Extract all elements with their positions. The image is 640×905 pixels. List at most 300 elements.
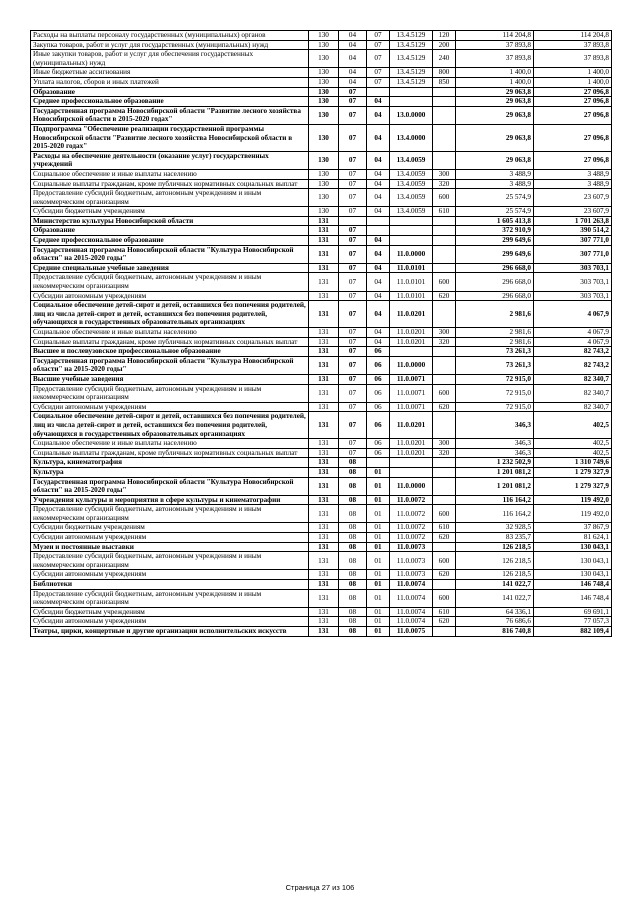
table-row xyxy=(31,50,612,68)
cell-name: Среднее профессиональное образование xyxy=(31,236,309,246)
cell-section-code: 04 xyxy=(339,31,367,41)
cell-ministry-code: 131 xyxy=(309,301,339,328)
cell-amount-year-1: 72 915,0 xyxy=(456,384,534,402)
table-row xyxy=(31,384,612,402)
cell-name: Театры, цирки, концертные и другие организации исполнительских искусств xyxy=(31,627,309,637)
cell-name: Закупка товаров, работ и услуг для государственных (муниципальных) нужд xyxy=(31,40,309,50)
cell-ministry-code: 130 xyxy=(309,87,339,97)
table-row xyxy=(31,328,612,338)
cell-expense-type: 610 xyxy=(433,207,456,217)
cell-ministry-code: 131 xyxy=(309,607,339,617)
cell-name: Предоставление субсидий бюджетным, автономным учреждениям и иным некоммерческим организациям xyxy=(31,189,309,207)
cell-section-code: 07 xyxy=(339,328,367,338)
cell-section-code: 08 xyxy=(339,607,367,617)
cell-amount-year-1: 29 063,8 xyxy=(456,97,534,107)
cell-section-code: 08 xyxy=(339,533,367,543)
cell-amount-year-2: 1 400,0 xyxy=(534,68,612,78)
cell-target-article: 11.0.0000 xyxy=(390,477,433,495)
cell-section-code: 07 xyxy=(339,439,367,449)
cell-amount-year-2: 1 701 263,8 xyxy=(534,216,612,226)
cell-name: Предоставление субсидий бюджетным, автономным учреждениям и иным некоммерческим организациям xyxy=(31,273,309,291)
cell-name: Учреждения культуры и мероприятия в сфере культуры и кинематографии xyxy=(31,495,309,505)
cell-amount-year-2: 77 057,3 xyxy=(534,617,612,627)
cell-section-code: 08 xyxy=(339,617,367,627)
cell-name: Уплата налогов, сборов и иных платежей xyxy=(31,77,309,87)
cell-amount-year-1: 73 261,3 xyxy=(456,356,534,374)
cell-expense-type xyxy=(433,542,456,552)
table-row xyxy=(31,236,612,246)
cell-target-article: 13.4.0059 xyxy=(390,169,433,179)
cell-name: Образование xyxy=(31,87,309,97)
cell-subsection-code: 01 xyxy=(367,580,390,590)
cell-subsection-code: 04 xyxy=(367,179,390,189)
cell-amount-year-2: 4 067,9 xyxy=(534,328,612,338)
cell-section-code: 08 xyxy=(339,589,367,607)
cell-subsection-code: 04 xyxy=(367,263,390,273)
cell-amount-year-2: 119 492,0 xyxy=(534,505,612,523)
cell-name: Министерство культуры Новосибирской области xyxy=(31,216,309,226)
cell-expense-type xyxy=(433,627,456,637)
cell-section-code: 07 xyxy=(339,236,367,246)
cell-expense-type: 320 xyxy=(433,337,456,347)
cell-subsection-code: 06 xyxy=(367,384,390,402)
cell-subsection-code: 04 xyxy=(367,189,390,207)
cell-expense-type: 300 xyxy=(433,439,456,449)
cell-expense-type: 620 xyxy=(433,402,456,412)
cell-section-code: 07 xyxy=(339,301,367,328)
cell-subsection-code: 01 xyxy=(367,607,390,617)
cell-ministry-code: 131 xyxy=(309,542,339,552)
cell-amount-year-2: 130 043,1 xyxy=(534,552,612,570)
table-row xyxy=(31,589,612,607)
cell-ministry-code: 131 xyxy=(309,458,339,468)
cell-expense-type xyxy=(433,106,456,124)
cell-amount-year-2: 37 893,8 xyxy=(534,40,612,50)
cell-target-article: 11.0.0071 xyxy=(390,402,433,412)
table-row xyxy=(31,448,612,458)
cell-target-article: 11.0.0072 xyxy=(390,533,433,543)
cell-expense-type xyxy=(433,477,456,495)
cell-expense-type xyxy=(433,495,456,505)
cell-amount-year-1: 1 605 413,8 xyxy=(456,216,534,226)
table-row xyxy=(31,374,612,384)
table-row xyxy=(31,263,612,273)
cell-amount-year-1: 299 649,6 xyxy=(456,236,534,246)
cell-amount-year-2: 402,5 xyxy=(534,448,612,458)
cell-amount-year-2: 82 743,2 xyxy=(534,347,612,357)
cell-amount-year-2: 1 310 749,6 xyxy=(534,458,612,468)
cell-target-article: 11.0.0201 xyxy=(390,328,433,338)
cell-section-code: 08 xyxy=(339,523,367,533)
table-row xyxy=(31,627,612,637)
cell-subsection-code: 01 xyxy=(367,523,390,533)
cell-expense-type xyxy=(433,263,456,273)
cell-subsection-code: 01 xyxy=(367,477,390,495)
cell-target-article: 13.4.0059 xyxy=(390,189,433,207)
cell-ministry-code: 131 xyxy=(309,477,339,495)
cell-ministry-code: 131 xyxy=(309,439,339,449)
table-row xyxy=(31,477,612,495)
cell-amount-year-2: 146 748,4 xyxy=(534,580,612,590)
cell-amount-year-2: 82 340,7 xyxy=(534,384,612,402)
cell-amount-year-2: 27 096,8 xyxy=(534,106,612,124)
table-row xyxy=(31,467,612,477)
cell-amount-year-2: 130 043,1 xyxy=(534,570,612,580)
cell-target-article xyxy=(390,226,433,236)
cell-amount-year-1: 72 915,0 xyxy=(456,402,534,412)
cell-subsection-code: 01 xyxy=(367,617,390,627)
table-row xyxy=(31,207,612,217)
cell-amount-year-1: 1 400,0 xyxy=(456,77,534,87)
cell-target-article: 13.4.5129 xyxy=(390,40,433,50)
cell-ministry-code: 130 xyxy=(309,106,339,124)
cell-ministry-code: 130 xyxy=(309,77,339,87)
cell-subsection-code: 04 xyxy=(367,169,390,179)
table-row xyxy=(31,402,612,412)
cell-section-code: 07 xyxy=(339,189,367,207)
cell-ministry-code: 131 xyxy=(309,236,339,246)
cell-target-article: 11.0.0073 xyxy=(390,552,433,570)
cell-name: Субсидии бюджетным учреждениям xyxy=(31,207,309,217)
cell-expense-type xyxy=(433,216,456,226)
table-row xyxy=(31,347,612,357)
cell-section-code: 08 xyxy=(339,467,367,477)
cell-amount-year-2: 4 067,9 xyxy=(534,337,612,347)
cell-name: Социальные выплаты гражданам, кроме публичных нормативных социальных выплат xyxy=(31,179,309,189)
cell-name: Культура, кинематография xyxy=(31,458,309,468)
cell-section-code: 07 xyxy=(339,106,367,124)
cell-section-code: 08 xyxy=(339,495,367,505)
cell-target-article: 11.0.0071 xyxy=(390,374,433,384)
cell-ministry-code: 131 xyxy=(309,495,339,505)
cell-subsection-code: 01 xyxy=(367,589,390,607)
cell-ministry-code: 131 xyxy=(309,226,339,236)
cell-ministry-code: 131 xyxy=(309,347,339,357)
cell-subsection-code: 04 xyxy=(367,291,390,301)
table-row xyxy=(31,245,612,263)
cell-amount-year-1: 29 063,8 xyxy=(456,106,534,124)
cell-name: Субсидии автономным учреждениям xyxy=(31,402,309,412)
cell-expense-type: 800 xyxy=(433,68,456,78)
cell-expense-type xyxy=(433,87,456,97)
cell-ministry-code: 131 xyxy=(309,245,339,263)
cell-target-article: 11.0.0000 xyxy=(390,245,433,263)
cell-amount-year-1: 114 204,8 xyxy=(456,31,534,41)
table-row xyxy=(31,356,612,374)
cell-target-article: 11.0.0000 xyxy=(390,356,433,374)
cell-amount-year-1: 1 201 081,2 xyxy=(456,477,534,495)
cell-ministry-code: 131 xyxy=(309,589,339,607)
cell-section-code: 07 xyxy=(339,273,367,291)
cell-expense-type: 300 xyxy=(433,169,456,179)
cell-amount-year-2: 390 514,2 xyxy=(534,226,612,236)
cell-amount-year-2: 81 624,1 xyxy=(534,533,612,543)
cell-target-article xyxy=(390,467,433,477)
cell-subsection-code: 04 xyxy=(367,301,390,328)
cell-section-code: 07 xyxy=(339,179,367,189)
cell-expense-type: 620 xyxy=(433,533,456,543)
cell-amount-year-1: 296 668,0 xyxy=(456,291,534,301)
cell-target-article: 11.0.0073 xyxy=(390,542,433,552)
cell-section-code: 08 xyxy=(339,542,367,552)
table-row xyxy=(31,495,612,505)
cell-target-article xyxy=(390,97,433,107)
cell-subsection-code xyxy=(367,458,390,468)
table-row xyxy=(31,337,612,347)
cell-amount-year-2: 82 340,7 xyxy=(534,402,612,412)
cell-ministry-code: 131 xyxy=(309,263,339,273)
cell-subsection-code: 01 xyxy=(367,505,390,523)
cell-name: Предоставление субсидий бюджетным, автономным учреждениям и иным некоммерческим организациям xyxy=(31,552,309,570)
cell-section-code: 07 xyxy=(339,291,367,301)
cell-amount-year-1: 83 235,7 xyxy=(456,533,534,543)
cell-expense-type: 620 xyxy=(433,617,456,627)
cell-name: Государственная программа Новосибирской области "Культура Новосибирской области" на 2015-2020 годы" xyxy=(31,356,309,374)
cell-section-code: 08 xyxy=(339,570,367,580)
cell-name: Субсидии бюджетным учреждениям xyxy=(31,523,309,533)
cell-amount-year-2: 402,5 xyxy=(534,412,612,439)
cell-amount-year-1: 37 893,8 xyxy=(456,50,534,68)
cell-amount-year-2: 307 771,0 xyxy=(534,245,612,263)
cell-expense-type: 300 xyxy=(433,328,456,338)
cell-target-article: 11.0.0201 xyxy=(390,301,433,328)
cell-section-code xyxy=(339,216,367,226)
cell-subsection-code: 01 xyxy=(367,495,390,505)
budget-document-page xyxy=(30,30,611,637)
cell-expense-type xyxy=(433,226,456,236)
cell-subsection-code: 06 xyxy=(367,412,390,439)
cell-target-article: 11.0.0072 xyxy=(390,523,433,533)
cell-amount-year-1: 29 063,8 xyxy=(456,124,534,151)
cell-amount-year-2: 27 096,8 xyxy=(534,124,612,151)
cell-amount-year-1: 25 574,9 xyxy=(456,189,534,207)
cell-name: Музеи и постоянные выставки xyxy=(31,542,309,552)
cell-target-article: 11.0.0201 xyxy=(390,448,433,458)
cell-section-code: 07 xyxy=(339,356,367,374)
cell-name: Государственная программа Новосибирской области "Культура Новосибирской области" на 2015-2020 годы" xyxy=(31,477,309,495)
cell-expense-type xyxy=(433,467,456,477)
table-row xyxy=(31,505,612,523)
cell-target-article: 13.4.0059 xyxy=(390,179,433,189)
cell-amount-year-1: 1 400,0 xyxy=(456,68,534,78)
cell-name: Иные бюджетные ассигнования xyxy=(31,68,309,78)
cell-ministry-code: 130 xyxy=(309,169,339,179)
cell-name: Государственная программа Новосибирской области "Культура Новосибирской области" на 2015-2020 годы" xyxy=(31,245,309,263)
cell-section-code: 08 xyxy=(339,477,367,495)
table-row xyxy=(31,542,612,552)
cell-name: Высшие учебные заведения xyxy=(31,374,309,384)
cell-ministry-code: 130 xyxy=(309,189,339,207)
table-row xyxy=(31,68,612,78)
cell-ministry-code: 130 xyxy=(309,97,339,107)
cell-name: Подпрограмма "Обеспечение реализации государственной программы Новосибирской области "Развитие лесного хозяйства Новосибирской области в 2015-2020 годах" xyxy=(31,124,309,151)
cell-target-article: 11.0.0201 xyxy=(390,439,433,449)
table-row xyxy=(31,580,612,590)
cell-expense-type: 600 xyxy=(433,505,456,523)
cell-name: Субсидии автономным учреждениям xyxy=(31,533,309,543)
cell-name: Субсидии бюджетным учреждениям xyxy=(31,607,309,617)
cell-amount-year-2: 82 340,7 xyxy=(534,374,612,384)
cell-expense-type: 600 xyxy=(433,189,456,207)
table-row xyxy=(31,151,612,169)
cell-amount-year-1: 29 063,8 xyxy=(456,87,534,97)
table-row xyxy=(31,169,612,179)
cell-subsection-code: 04 xyxy=(367,245,390,263)
cell-amount-year-1: 1 201 081,2 xyxy=(456,467,534,477)
cell-amount-year-2: 37 893,8 xyxy=(534,50,612,68)
cell-subsection-code: 04 xyxy=(367,236,390,246)
cell-amount-year-2: 1 279 327,9 xyxy=(534,467,612,477)
cell-section-code: 07 xyxy=(339,207,367,217)
cell-amount-year-1: 32 928,5 xyxy=(456,523,534,533)
cell-ministry-code: 131 xyxy=(309,384,339,402)
cell-target-article: 11.0.0074 xyxy=(390,617,433,627)
cell-section-code: 04 xyxy=(339,50,367,68)
cell-name: Предоставление субсидий бюджетным, автономным учреждениям и иным некоммерческим организациям xyxy=(31,589,309,607)
budget-table xyxy=(30,30,612,637)
cell-target-article xyxy=(390,87,433,97)
cell-target-article: 13.4.5129 xyxy=(390,50,433,68)
table-row xyxy=(31,31,612,41)
table-row xyxy=(31,523,612,533)
cell-section-code: 07 xyxy=(339,448,367,458)
cell-section-code: 04 xyxy=(339,40,367,50)
table-row xyxy=(31,552,612,570)
cell-amount-year-2: 146 748,4 xyxy=(534,589,612,607)
cell-amount-year-1: 76 686,6 xyxy=(456,617,534,627)
cell-subsection-code xyxy=(367,87,390,97)
table-row xyxy=(31,607,612,617)
cell-name: Культура xyxy=(31,467,309,477)
cell-subsection-code: 06 xyxy=(367,439,390,449)
cell-ministry-code: 131 xyxy=(309,467,339,477)
cell-expense-type: 620 xyxy=(433,570,456,580)
cell-expense-type xyxy=(433,236,456,246)
cell-expense-type: 240 xyxy=(433,50,456,68)
cell-amount-year-1: 296 668,0 xyxy=(456,263,534,273)
cell-section-code: 07 xyxy=(339,337,367,347)
cell-ministry-code: 131 xyxy=(309,570,339,580)
cell-name: Субсидии автономным учреждениям xyxy=(31,570,309,580)
cell-subsection-code: 01 xyxy=(367,542,390,552)
cell-name: Субсидии автономным учреждениям xyxy=(31,291,309,301)
cell-section-code: 07 xyxy=(339,124,367,151)
cell-name: Государственная программа Новосибирской области "Развитие лесного хозяйства Новосибирской области в 2015-2020 годах" xyxy=(31,106,309,124)
cell-ministry-code: 130 xyxy=(309,124,339,151)
table-row xyxy=(31,77,612,87)
cell-target-article: 11.0.0072 xyxy=(390,495,433,505)
cell-amount-year-2: 1 279 327,9 xyxy=(534,477,612,495)
cell-amount-year-2: 882 109,4 xyxy=(534,627,612,637)
cell-amount-year-2: 303 703,1 xyxy=(534,273,612,291)
table-row xyxy=(31,301,612,328)
cell-expense-type: 320 xyxy=(433,179,456,189)
cell-subsection-code: 04 xyxy=(367,151,390,169)
cell-amount-year-1: 346,3 xyxy=(456,448,534,458)
budget-table-body xyxy=(31,31,612,637)
cell-target-article: 13.4.5129 xyxy=(390,31,433,41)
cell-amount-year-2: 27 096,8 xyxy=(534,87,612,97)
cell-expense-type: 120 xyxy=(433,31,456,41)
cell-name: Расходы на выплаты персоналу государственных (муниципальных) органов xyxy=(31,31,309,41)
cell-name: Образование xyxy=(31,226,309,236)
cell-expense-type: 610 xyxy=(433,523,456,533)
cell-amount-year-1: 3 488,9 xyxy=(456,169,534,179)
cell-ministry-code: 131 xyxy=(309,216,339,226)
cell-expense-type: 320 xyxy=(433,448,456,458)
cell-target-article: 13.4.0059 xyxy=(390,151,433,169)
cell-expense-type xyxy=(433,245,456,263)
table-row xyxy=(31,189,612,207)
cell-amount-year-2: 27 096,8 xyxy=(534,151,612,169)
cell-section-code: 04 xyxy=(339,77,367,87)
cell-target-article: 13.4.5129 xyxy=(390,68,433,78)
cell-ministry-code: 131 xyxy=(309,374,339,384)
cell-name: Средние специальные учебные заведения xyxy=(31,263,309,273)
cell-section-code: 07 xyxy=(339,402,367,412)
cell-expense-type: 200 xyxy=(433,40,456,50)
cell-section-code: 08 xyxy=(339,505,367,523)
cell-name: Социальное обеспечение детей-сирот и детей, оставшихся без попечения родителей, лиц из числа детей-сирот и детей, оставшихся без попечения родителей, обучающихся в государственных образовательных организациях xyxy=(31,301,309,328)
cell-amount-year-2: 114 204,8 xyxy=(534,31,612,41)
cell-section-code: 08 xyxy=(339,458,367,468)
page-number: Страница 27 из 106 xyxy=(285,883,355,892)
cell-amount-year-2: 3 488,9 xyxy=(534,169,612,179)
cell-name: Предоставление субсидий бюджетным, автономным учреждениям и иным некоммерческим организациям xyxy=(31,505,309,523)
table-row xyxy=(31,273,612,291)
cell-subsection-code: 04 xyxy=(367,106,390,124)
cell-amount-year-1: 126 218,5 xyxy=(456,542,534,552)
cell-expense-type xyxy=(433,580,456,590)
cell-target-article: 11.0.0201 xyxy=(390,412,433,439)
cell-subsection-code: 06 xyxy=(367,347,390,357)
cell-subsection-code xyxy=(367,216,390,226)
cell-subsection-code: 06 xyxy=(367,448,390,458)
table-row xyxy=(31,458,612,468)
cell-name: Социальное обеспечение детей-сирот и детей, оставшихся без попечения родителей, лиц из числа детей-сирот и детей, оставшихся без попечения родителей, обучающихся в государственных образовательных организациях xyxy=(31,412,309,439)
cell-expense-type xyxy=(433,356,456,374)
cell-amount-year-1: 2 981,6 xyxy=(456,301,534,328)
cell-subsection-code: 07 xyxy=(367,31,390,41)
cell-subsection-code: 07 xyxy=(367,68,390,78)
table-row xyxy=(31,179,612,189)
cell-amount-year-1: 141 022,7 xyxy=(456,580,534,590)
cell-subsection-code: 04 xyxy=(367,207,390,217)
cell-ministry-code: 131 xyxy=(309,337,339,347)
cell-ministry-code: 130 xyxy=(309,68,339,78)
cell-amount-year-1: 141 022,7 xyxy=(456,589,534,607)
table-row xyxy=(31,226,612,236)
cell-ministry-code: 130 xyxy=(309,31,339,41)
table-row xyxy=(31,40,612,50)
cell-target-article: 11.0.0071 xyxy=(390,384,433,402)
cell-amount-year-2: 27 096,8 xyxy=(534,97,612,107)
cell-amount-year-2: 1 400,0 xyxy=(534,77,612,87)
cell-section-code: 07 xyxy=(339,412,367,439)
cell-amount-year-2: 23 607,9 xyxy=(534,207,612,217)
cell-amount-year-1: 126 218,5 xyxy=(456,552,534,570)
cell-ministry-code: 131 xyxy=(309,617,339,627)
cell-section-code: 08 xyxy=(339,627,367,637)
cell-ministry-code: 131 xyxy=(309,533,339,543)
cell-ministry-code: 131 xyxy=(309,627,339,637)
cell-expense-type xyxy=(433,374,456,384)
cell-amount-year-1: 3 488,9 xyxy=(456,179,534,189)
cell-amount-year-1: 816 740,8 xyxy=(456,627,534,637)
cell-subsection-code: 07 xyxy=(367,50,390,68)
cell-name: Иные закупки товаров, работ и услуг для обеспечения государственных (муниципальных) нужд xyxy=(31,50,309,68)
cell-section-code: 08 xyxy=(339,580,367,590)
